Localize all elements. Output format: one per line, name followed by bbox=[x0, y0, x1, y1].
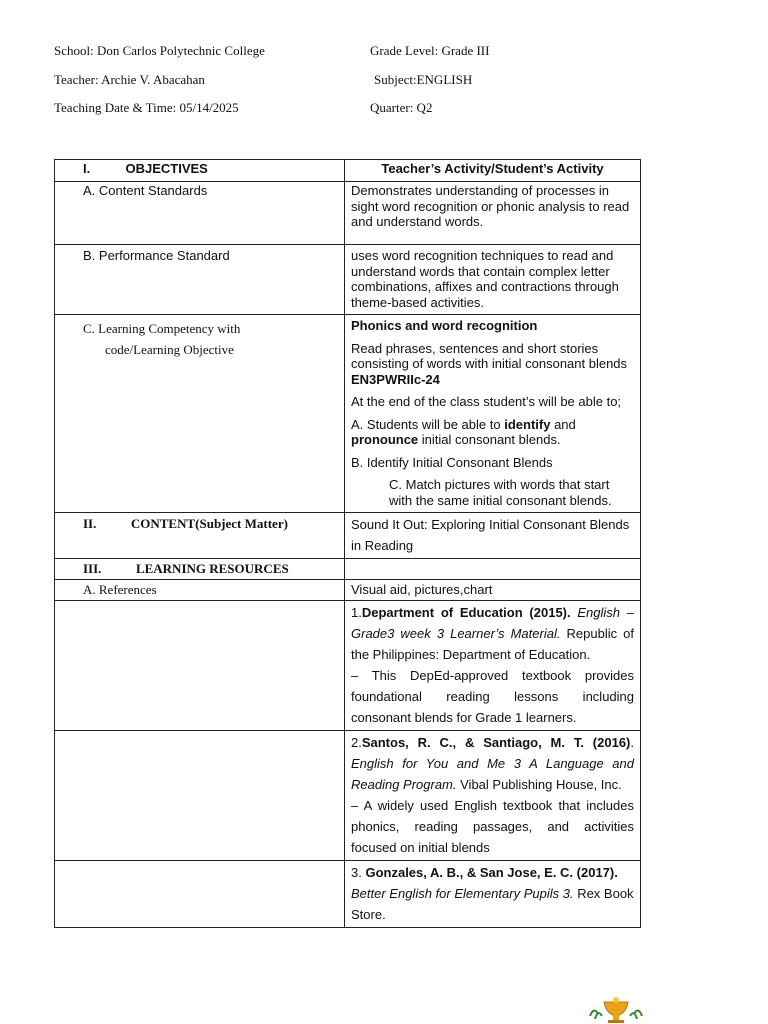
reference-3-empty-cell bbox=[55, 861, 345, 928]
objective-a-and: and bbox=[554, 416, 576, 432]
reference-2-number: 2. bbox=[351, 735, 362, 750]
learning-resources-number: III. bbox=[83, 561, 102, 576]
competency-label-line1: C. Learning Competency with bbox=[83, 321, 241, 336]
objective-a-pre: A. Students will be able to bbox=[351, 416, 501, 432]
objective-a-post: initial consonant blends. bbox=[421, 432, 561, 447]
performance-standard-row bbox=[55, 245, 641, 315]
objective-a bbox=[351, 417, 634, 448]
competency-read-text bbox=[351, 341, 634, 388]
content-number: II. bbox=[83, 516, 97, 531]
objective-a-pronounce: pronounce bbox=[351, 432, 419, 447]
activity-column-heading: Teacher’s Activity/Student’s Activity bbox=[345, 160, 641, 182]
competency-code: EN3PWRIIc-24 bbox=[351, 371, 440, 387]
teaching-date-label: Teaching Date & Time: 05/14/2025 bbox=[54, 100, 239, 115]
lesson-plan-table bbox=[54, 159, 641, 928]
objective-b: B. Identify Initial Consonant Blends bbox=[351, 454, 553, 470]
reference-3-publisher: Rex Book Store. bbox=[351, 886, 634, 922]
end-of-class-text: At the end of the class student’s will be able to; bbox=[351, 394, 622, 409]
objectives-heading bbox=[55, 160, 345, 182]
school-label: School: Don Carlos Polytechnic College bbox=[54, 43, 265, 58]
learning-resources-row bbox=[55, 559, 641, 580]
reference-2-title: English for You and Me 3 A Language and Reading Program. bbox=[351, 756, 634, 792]
teacher-label: Teacher: Archie V. Abacahan bbox=[54, 72, 205, 87]
content-row bbox=[55, 513, 641, 559]
reference-1-empty-cell bbox=[55, 601, 345, 731]
references-text: Visual aid, pictures,chart bbox=[345, 580, 641, 601]
references-row bbox=[55, 580, 641, 601]
reference-1 bbox=[345, 601, 641, 731]
reference-3-author: Gonzales, A. B., & San Jose, E. C. (2017). bbox=[365, 865, 618, 880]
content-heading bbox=[55, 513, 345, 559]
reference-1-publisher: Republic of the Philippines: Department of Education. bbox=[351, 626, 634, 662]
competency-heading: Phonics and word recognition bbox=[351, 318, 538, 333]
content-standards-row bbox=[55, 182, 641, 245]
competency-label bbox=[55, 315, 345, 513]
reference-2-row bbox=[55, 731, 641, 861]
objectives-number: I. bbox=[83, 161, 91, 176]
reference-2 bbox=[345, 731, 641, 861]
performance-standard-text: uses word recognition techniques to read and understand words that contain complex letter combinations, affixes and contractions through theme-based activities. bbox=[345, 245, 641, 315]
content-title: CONTENT(Subject Matter) bbox=[130, 516, 288, 531]
competency-content bbox=[345, 315, 641, 513]
reference-1-row bbox=[55, 601, 641, 731]
quarter-label: Quarter: Q2 bbox=[370, 100, 433, 115]
reference-1-author: Department of Education (2015). bbox=[361, 605, 571, 620]
competency-read-body: Read phrases, sentences and short stories consisting of words with initial consonant blends bbox=[351, 340, 628, 371]
reference-1-note: – This DepEd-approved textbook provides foundational reading lessons including consonant blends for Grade 1 learners. bbox=[351, 668, 634, 725]
school-logo-icon bbox=[586, 994, 646, 1024]
reference-2-dot: . bbox=[630, 735, 634, 750]
learning-resources-heading bbox=[55, 559, 345, 580]
grade-level-label: Grade Level: Grade III bbox=[370, 43, 490, 58]
reference-2-empty-cell bbox=[55, 731, 345, 861]
reference-2-publisher: Vibal Publishing House, Inc. bbox=[460, 777, 622, 792]
competency-row bbox=[55, 315, 641, 513]
reference-3-title: Better English for Elementary Pupils 3. bbox=[351, 886, 574, 901]
reference-2-note: – A widely used English textbook that includes phonics, reading passages, and activities focused on initial blends bbox=[351, 798, 634, 855]
objectives-header-row bbox=[55, 160, 641, 182]
reference-3-row bbox=[55, 861, 641, 928]
content-standards-text: Demonstrates understanding of processes in sight word recognition or phonic analysis to read and understand words. bbox=[345, 182, 641, 245]
content-standards-label: A. Content Standards bbox=[55, 182, 345, 245]
subject-label: Subject:ENGLISH bbox=[374, 72, 473, 87]
learning-resources-title: LEARNING RESOURCES bbox=[135, 561, 289, 576]
reference-1-number: 1. bbox=[351, 605, 362, 620]
objective-a-identify: identify bbox=[504, 416, 551, 432]
content-text: Sound It Out: Exploring Initial Consonant Blends in Reading bbox=[345, 513, 641, 559]
objective-c: C. Match pictures with words that start with the same initial consonant blends. bbox=[389, 477, 612, 508]
reference-2-author: Santos, R. C., & Santiago, M. T. (2016) bbox=[361, 735, 631, 750]
references-label: A. References bbox=[55, 580, 345, 601]
reference-1-title: English – Grade3 week 3 Learner’s Material. bbox=[351, 605, 634, 641]
reference-3-number: 3. bbox=[351, 865, 362, 880]
performance-standard-label: B. Performance Standard bbox=[55, 245, 345, 315]
learning-resources-empty-cell bbox=[345, 559, 641, 580]
objectives-title: OBJECTIVES bbox=[125, 161, 208, 176]
competency-label-line2: code/Learning Objective bbox=[105, 342, 234, 357]
reference-3 bbox=[345, 861, 641, 928]
